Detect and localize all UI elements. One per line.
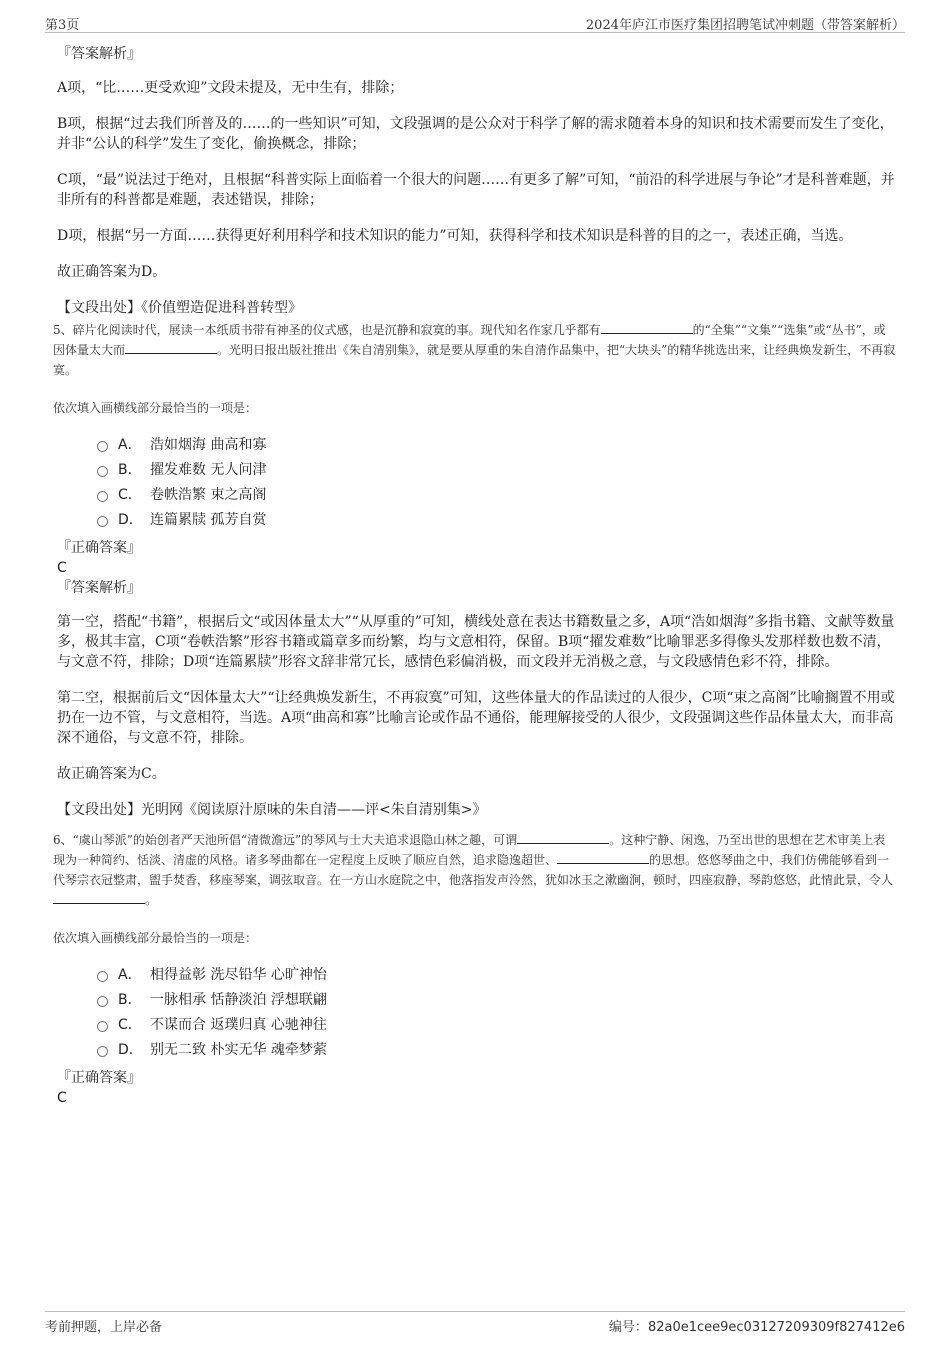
fill-blank <box>601 321 693 334</box>
radio-icon[interactable] <box>97 1021 108 1032</box>
analysis-mark: 『答案解析』 <box>57 580 141 596</box>
answer-conclusion: 故正确答案为C。 <box>57 766 166 782</box>
radio-icon[interactable] <box>97 466 108 477</box>
question-6-options <box>97 962 897 1062</box>
analysis-paragraph: B项，根据“过去我们所普及的……的一些知识”可知，文段强调的是公众对于科学了解的需求随着本身的知识和技术需要而发生了变化，并非“公认的科学”发生了变化，偷换概念，排除； <box>57 116 894 152</box>
analysis-paragraph: 第一空，搭配“书籍”，根据后文“或因体量太大”“从厚重的”可知，横线处意在表达书籍数量之多，A项“浩如烟海”多指书籍、文献等数量多，极其丰富，C项“卷帙浩繁”形容书籍或篇章多而纷繁，均与文意相符，保留。B项“擢发难数”比喻罪恶多得像头发那样数也数不清，与文意不符，排除；D项“连篇累牍”形容文辞非常冗长，感情色彩偏消极，而文段并无消极之意，与文段感情色彩不符，排除。 <box>57 614 895 670</box>
source-citation: 【文段出处】光明网《阅读原汁原味的朱自清——评<朱自清别集>》 <box>57 802 487 818</box>
radio-icon[interactable] <box>97 996 108 1007</box>
option-b[interactable]: B． 一脉相承 恬静淡泊 浮想联翩 <box>97 987 897 1012</box>
analysis-paragraph: C项，“最”说法过于绝对，且根据“科普实际上面临着一个很大的问题……有更多了解”可知，“前沿的科学进展与争论”才是科普难题，并非所有的科普都是难题，表述错误，排除； <box>57 172 895 208</box>
fill-blank <box>125 341 217 354</box>
page-number: 第3页 <box>45 18 80 33</box>
radio-icon[interactable] <box>97 491 108 502</box>
radio-icon[interactable] <box>97 971 108 982</box>
radio-icon[interactable] <box>97 1046 108 1057</box>
question-5-options <box>97 432 897 532</box>
question-prompt: 依次填入画横线部分最恰当的一项是： <box>53 931 258 945</box>
radio-icon[interactable] <box>97 441 108 452</box>
document-title: 2024年庐江市医疗集团招聘笔试冲刺题（带答案解析） <box>585 18 905 33</box>
fill-blank <box>53 891 145 904</box>
correct-answer-mark: 『正确答案』 <box>57 1070 141 1086</box>
footer-slogan: 考前押题，上岸必备 <box>45 1320 163 1335</box>
document-body <box>53 44 897 1108</box>
analysis-paragraph: A项，“比……更受欢迎”文段未提及，无中生有，排除； <box>57 80 404 96</box>
analysis-paragraph: D项，根据“另一方面……获得更好利用科学和技术知识的能力”可知，获得科学和技术知识是科普的目的之一，表述正确，当选。 <box>57 228 853 244</box>
question-6-stem: 6、“虞山琴派”的始创者严天池所倡“清微澹远”的琴风与士大夫追求退隐山林之趣，可谓 。这种宁静、闲逸，乃至出世的思想在艺术审美上表现为一种简约、恬淡、清虚的风格。诸多琴曲都在一定程度上反映了顺应自然，追求隐逸超世、 的思想。悠悠琴曲之中，我们仿佛能够看到一代琴宗衣冠整肃，盥手焚香，移座琴案，调弦取音。在一方山水庭院之中，他落指发声泠然，犹如冰玉之漱幽涧，顿时，四座寂静，琴韵悠悠，此情此景，令人。 <box>53 833 894 907</box>
option-c[interactable]: C． 不谋而合 返璞归真 心驰神往 <box>97 1012 897 1037</box>
question-prompt: 依次填入画横线部分最恰当的一项是： <box>53 401 258 415</box>
analysis-paragraph: 第二空，根据前后文“因体量太大”“让经典焕发新生，不再寂寞”可知，这些体量大的作品读过的人很少，C项“束之高阁”比喻搁置不用或扔在一边不管，与文意相符，当选。A项“曲高和寡”比喻言论或作品不通俗，能理解接受的人很少，文段强调这些作品体量太大，而非高深不通俗，与文意不符，排除。 <box>57 690 895 746</box>
answer-conclusion: 故正确答案为D。 <box>57 264 167 280</box>
option-a[interactable]: A． 浩如烟海 曲高和寡 <box>97 432 897 457</box>
document-code: 编号：82a0e1cee9ec03127209309f827412e6 <box>608 1320 905 1335</box>
option-d[interactable]: D． 连篇累牍 孤芳自赏 <box>97 507 897 532</box>
correct-answer-mark: 『正确答案』 <box>57 540 141 556</box>
option-b[interactable]: B． 擢发难数 无人问津 <box>97 457 897 482</box>
option-d[interactable]: D． 别无二致 朴实无华 魂牵梦萦 <box>97 1037 897 1062</box>
option-c[interactable]: C． 卷帙浩繁 束之高阁 <box>97 482 897 507</box>
source-citation: 【文段出处】《价值塑造促进科普转型》 <box>57 300 302 316</box>
fill-blank <box>557 851 649 864</box>
correct-answer: C <box>57 1090 67 1106</box>
option-a[interactable]: A． 相得益彰 洗尽铅华 心旷神怡 <box>97 962 897 987</box>
fill-blank <box>517 831 609 844</box>
correct-answer: C <box>57 560 67 576</box>
radio-icon[interactable] <box>97 516 108 527</box>
analysis-mark: 『答案解析』 <box>57 46 141 62</box>
page-footer <box>45 1311 905 1334</box>
page-header <box>45 12 905 33</box>
question-5-stem: 5、碎片化阅读时代，展读一本纸质书带有神圣的仪式感，也是沉静和寂寞的事。现代知名作家几乎都有 的“全集”“文集”“选集”或“丛书”，或因体量太大而 。光明日报出版社推出《朱自清别集》，就是要从厚重的朱自清作品集中，把“大块头”的精华挑选出来，让经典焕发新生，不再寂寞。 <box>53 323 896 377</box>
